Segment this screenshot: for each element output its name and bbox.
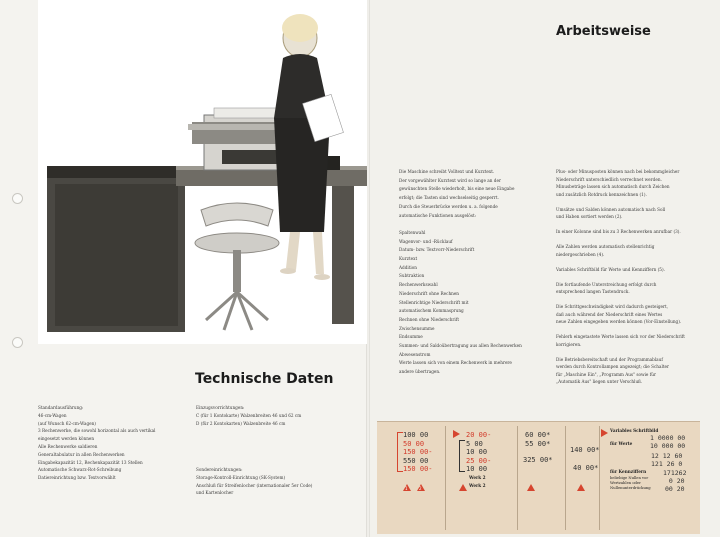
marker-triangle-icon — [577, 484, 585, 491]
text-line: Umsätze und Salden können automatisch nach Soll — [556, 206, 666, 212]
bracket-mark — [397, 432, 403, 472]
tape-value: 150 00- — [403, 448, 433, 456]
spec-line: 3 Rechenwerke, die sowohl horizontal als auch vertikal — [38, 428, 156, 434]
text-line: Stellenrichtige Niederschrift mit — [399, 299, 469, 305]
text-line: Summen- und Saldoübertragung aus allen Rechenwerken — [399, 343, 522, 349]
werk-label: Werk 2 — [469, 475, 486, 480]
text-line: Datum- bzw. Textvorr-Niederschrift — [399, 247, 475, 253]
spec-line: Sondereinrichtungen: — [196, 467, 243, 472]
tape-value: 121 26 0 — [651, 459, 683, 468]
features-column — [556, 168, 685, 386]
sample-1-values — [403, 431, 433, 474]
sample-3-values — [525, 431, 550, 449]
spec-line: Anschluß für Streifenlocher (internationaler 5er Code) — [196, 482, 313, 488]
nullen-label: beliebige Nullen vor Wertzahlen oder Nullenunterdrückung — [610, 476, 651, 490]
text-line: Rechnen ohne Niederschrift — [399, 316, 460, 322]
text-line: Spaltenwahl — [399, 229, 426, 235]
spec-line: eingesetzt werden können — [38, 436, 95, 442]
divider — [565, 426, 566, 530]
wert-values — [650, 435, 685, 450]
mid-values — [651, 453, 682, 468]
tape-value: 50 00 — [403, 439, 425, 448]
spec-line: Generaltabulatur in allen Rechenwerken — [38, 451, 125, 457]
text-line: entsprechend langen Tastendruck. — [556, 289, 630, 294]
text-line: erfolgt; die Tasten sind wechselseitig gesperrt. — [399, 195, 499, 201]
divider — [517, 426, 518, 530]
text-line: „Automatik Aus" liegen unter Verschluß. — [556, 379, 643, 384]
text-line — [556, 198, 685, 206]
marker-arrow-icon — [601, 429, 608, 437]
marker-number: 2 — [419, 486, 422, 491]
divider — [445, 426, 446, 530]
text-line: Niederschrift ohne Rechnen — [399, 290, 460, 296]
tape-value: 55 00* — [525, 440, 551, 448]
print-sample-panel — [377, 421, 700, 534]
spec-line: und Kartenlocher — [196, 490, 234, 496]
tape-value: 100 00 — [403, 431, 429, 439]
tape-value: 10 000 00 — [650, 441, 686, 450]
bracket-mark — [459, 440, 465, 472]
spec-line: Datiereinrichtung bzw. Textvorwählt — [38, 475, 116, 481]
divider — [599, 426, 600, 530]
text-line: Werte lassen sich von einem Rechenwerk in mehrere — [399, 360, 512, 366]
text-line: für „Maschine Ein", „Programm Aus" sowie für — [556, 371, 656, 377]
marker-number: 1 — [405, 486, 408, 491]
wert-label: für Werte — [610, 441, 633, 446]
text-line: automatische Funktionen ausgelöst: — [399, 212, 477, 218]
text-line: korrigieren. — [556, 341, 582, 347]
text-line: Minusbeträge lassen sich automatisch durch Zeichen — [556, 184, 670, 189]
text-line — [556, 258, 685, 266]
spec-line: Automatische Schwarz-Rot-Schreibung — [38, 467, 122, 473]
text-line: Rechenwerkswahl — [399, 282, 438, 288]
text-line: Durch die Steuerbrücke werden u. a. folgende — [399, 203, 498, 209]
text-line: Endsumme — [399, 334, 423, 340]
text-line — [556, 326, 685, 334]
tape-value: 00 20 — [665, 484, 685, 493]
text-line: Alle Zahlen werden automatisch stellenrichtig — [556, 244, 655, 249]
text-line: niedergeschrieben (4). — [556, 251, 605, 257]
tape-value: 325 00* — [523, 456, 553, 464]
tape-value: 12 12 60 — [651, 452, 683, 460]
standard-specs-column — [38, 404, 156, 482]
text-line: Die Maschine schreibt Volltext und Kurztext. — [399, 169, 495, 174]
spec-line: Einzugsvorrichtungen: — [196, 405, 245, 410]
tape-value: 1 0000 00 — [650, 434, 686, 442]
text-line: Die fortlaufende Unterstreichung erfolgt durch — [556, 281, 657, 287]
tape-value: 60 00* — [525, 431, 551, 439]
sample-2-values — [466, 431, 491, 474]
text-line — [556, 273, 685, 281]
text-line: Wagenvor- und -Rücklauf — [399, 238, 453, 244]
technische-daten-heading: Technische Daten — [195, 371, 334, 387]
text-line: und Haben sortiert werden (2). — [556, 214, 623, 219]
tape-value: 20 00- — [466, 431, 492, 439]
tape-value: 0 20 — [668, 477, 685, 485]
text-line — [556, 221, 685, 229]
text-line: Plus- oder Minusposten können nach bei bekommgleicher — [556, 169, 680, 174]
text-line: In einer Kolonne sind bis zu 3 Rechenwerken anrufbar (3). — [556, 229, 681, 234]
text-line: Addition — [399, 264, 417, 270]
text-line: Subtraktion — [399, 273, 425, 279]
tape-value: 10 00 — [466, 465, 488, 473]
text-line — [399, 220, 522, 229]
tape-value: 25 00- — [466, 456, 492, 465]
spec-line: Standardausführung: — [38, 405, 84, 410]
sonder-specs-column — [196, 466, 312, 497]
binder-hole — [12, 193, 23, 204]
einzug-specs-column — [196, 404, 301, 427]
spec-line: D (für 2 Kontokarten) Walzenbreite 46 cm — [196, 420, 286, 426]
spec-line: Storage-Kontroll-Einrichtung (SK-System) — [196, 474, 286, 480]
text-line: Niederschrift unterschiedlich verrechnet werden. — [556, 176, 662, 182]
text-line: Fehlerh eingetastete Werte lassen sich vor der Niederschrift — [556, 334, 685, 339]
text-line — [556, 236, 685, 244]
tape-value: 550 00 — [403, 456, 429, 465]
tape-value: 150 00- — [403, 465, 433, 473]
text-line: Zwischensumme — [399, 325, 435, 331]
text-line — [556, 348, 685, 356]
tape-value: 5 00 — [466, 439, 483, 448]
tape-value: 40 00* — [573, 464, 599, 472]
text-line: Die Schrittgeschwindigkeit wird dadurch gesteigert, — [556, 304, 669, 309]
text-line: andere übertragen. — [399, 369, 441, 375]
werk-label: Werk 2 — [469, 483, 486, 488]
office-machine-illustration — [38, 0, 367, 344]
text-line: automatischem Kommasprung — [399, 308, 464, 314]
nullen-values — [665, 478, 685, 493]
text-line: Variables Schriftbild für Werte und Kennziffern (5). — [556, 266, 665, 272]
spec-line: Eingabekapazität 12, Rechenkapazität 13 Stellen — [38, 459, 143, 465]
kennziffern-label: für Kennziffern — [610, 469, 647, 474]
marker-triangle-icon — [527, 484, 535, 491]
text-line: werden durch Kontrollampen angezeigt; die Schalter — [556, 364, 669, 369]
spec-line: (auf Wunsch 62-cm-Wagen) — [38, 420, 96, 426]
text-line — [556, 296, 685, 304]
tape-value: 171262 — [663, 469, 687, 477]
spec-line: Alle Rechenwerke saldieren — [38, 443, 98, 449]
spec-line: C (für 1 Kontokarte) Walzenbreiten 46 und 62 cm — [196, 412, 302, 418]
product-photo — [38, 0, 367, 344]
marker-arrow-icon — [453, 430, 460, 438]
variables-title: Variables Schriftbild — [610, 428, 659, 433]
binder-hole — [12, 337, 23, 348]
text-line: Die Betriebsbereitschaft und der Programmablauf — [556, 356, 663, 362]
arbeitsweise-heading: Arbeitsweise — [556, 24, 651, 39]
text-line: neue Zahlen eingegeben werden können (Vor-Einstellung). — [556, 319, 682, 324]
tape-value: 10 00 — [466, 448, 488, 456]
text-line: daß auch während der Niederschrift eines Wertes — [556, 311, 663, 317]
marker-triangle-icon — [459, 484, 467, 491]
function-list-column — [399, 168, 522, 377]
text-line: und zusätzlich Rotdruck kennzeichnen (1). — [556, 191, 647, 197]
spec-line: 46-cm-Wagen — [38, 412, 67, 418]
text-line: Abwesenstrom — [399, 351, 431, 357]
text-line: Der vorgewählter Kurztext wird so lange an der — [399, 177, 501, 183]
tape-value: 140 00* — [570, 446, 600, 454]
text-line: gewünschten Stelle wiederholt, bis eine neue Eingabe — [399, 186, 515, 192]
text-line: Kurztext — [399, 256, 418, 262]
